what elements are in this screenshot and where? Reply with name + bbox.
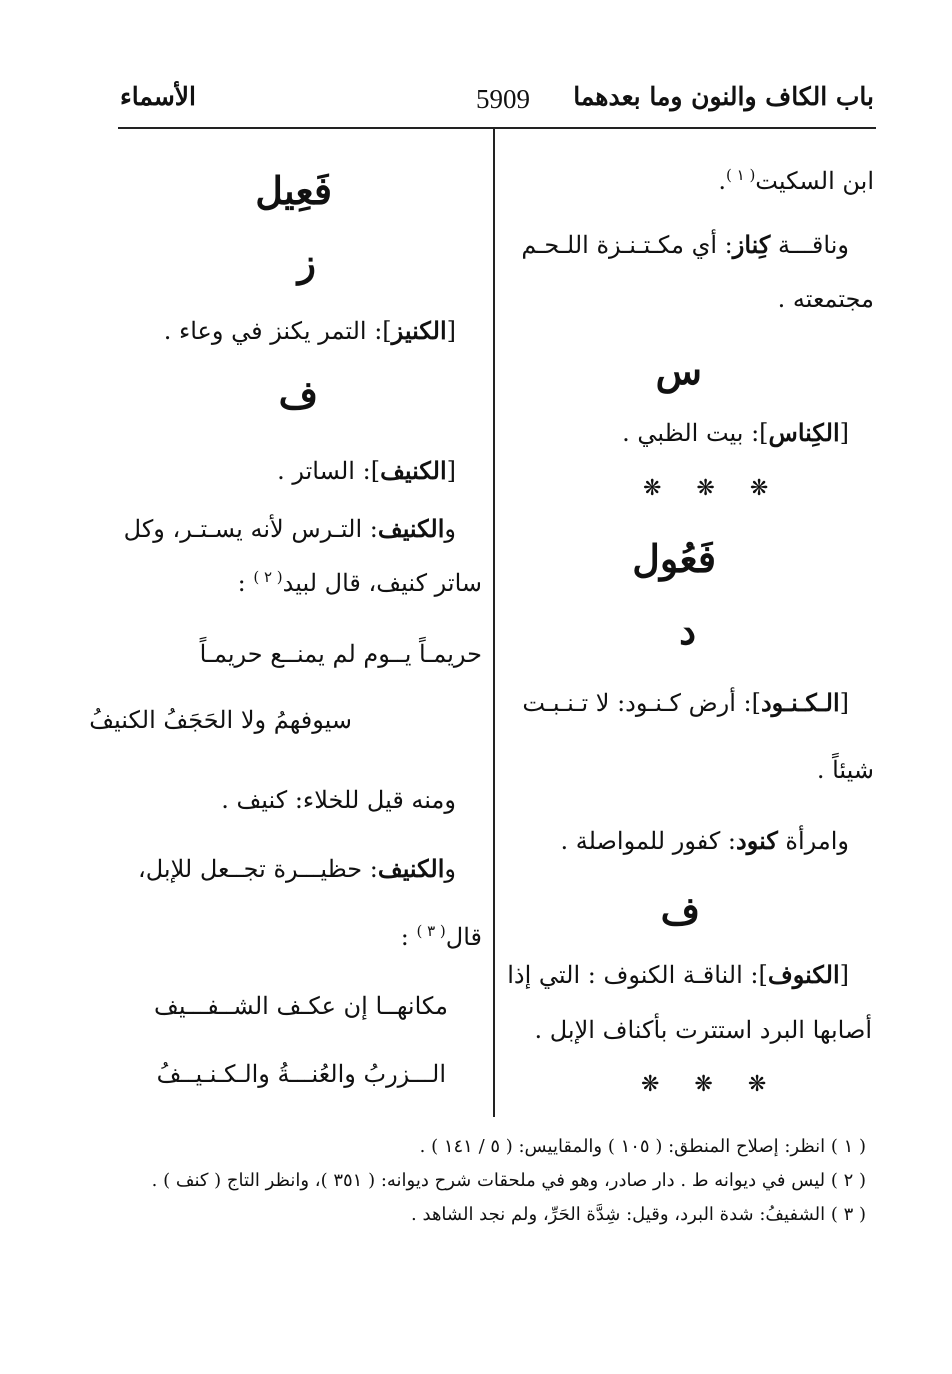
footnote-ref: ( ٣ ) [416, 922, 446, 940]
headword: الكنيف [377, 854, 445, 883]
entry-line: أصابها البرد استترت بأكناف الإبل . [534, 1016, 872, 1044]
verse-line: الـــزربُ والعُنـــةُ والـكـنـيــفُ [156, 1060, 446, 1088]
pattern-heading-faool: فَعُول [632, 536, 716, 581]
entry-line: ساتر كنيف، قال لبيد$^{( ٢ )}$ : [237, 568, 482, 597]
entry-line: مجتمعته . [777, 285, 874, 313]
entry-line: [الكِناس]: بيت الظبي . [622, 418, 849, 447]
section-separator: ❋ ❋ ❋ [641, 1072, 781, 1097]
letter-heading-fa: ف [278, 372, 318, 417]
entry-line: ابن السكيت$^{( ١ )}$. [718, 166, 874, 195]
letter-heading-sin: س [655, 348, 702, 393]
section-separator: ❋ ❋ ❋ [643, 476, 783, 501]
headword: الكنيز [391, 316, 447, 345]
headword: الكِناس [768, 418, 840, 447]
headword: الكنيف [377, 514, 445, 543]
footnote-3: ( ٣ ) الشفيفُ: شدة البرد، وقيل: شِدَّة الحَرِّ، ولم نجد الشاهد . [411, 1204, 866, 1225]
headword: الكنوف [767, 960, 840, 989]
entry-line: [الكنوف]: الناقـة الكنوف : التي إذا [507, 960, 849, 989]
entry-line: والكنيف: التـرس لأنه يسـتـر، وكل [123, 514, 456, 543]
verse-line: سيوفهمُ ولا الحَجَفُ الكنيفُ [89, 706, 352, 734]
letter-heading-fa: ف [660, 888, 700, 933]
letter-heading-zay: ز [297, 240, 316, 285]
entry-line: [الـكـنـود]: أرض كـنـود: لا تـنـبـت [522, 688, 849, 717]
pattern-heading-faeel: فَعِيل [255, 168, 332, 213]
entry-line: شيئاً . [816, 756, 874, 784]
verse-line: مكانهــا إن عكـف الشــفـــيف [154, 992, 448, 1020]
verse-line: حريمـاً يــوم لم يمنــع حريمـاً [199, 640, 482, 668]
footnote-1: ( ١ ) انظر: إصلاح المنطق: ( ١٠٥ ) والمقاييس: ( ٥ / ١٤١ ) . [419, 1136, 866, 1157]
headword: الكنيف [380, 456, 447, 485]
headword: الـكـنـود [760, 688, 840, 717]
header-section-title: الأسماء [120, 82, 196, 111]
header-chapter-title: باب الكاف والنون وما بعدهما [573, 82, 874, 111]
header-rule [118, 127, 876, 129]
footnote-2: ( ٢ ) ليس في ديوانه ط . دار صادر، وهو في ملحقات شرح ديوانه: ( ٣٥١ )، وانظر التاج ( كنف ) . [151, 1170, 866, 1191]
entry-line: [الكنيف]: الساتر . [277, 456, 456, 485]
footnote-ref: ( ١ ) [725, 166, 756, 184]
entry-line: وامرأة كنود: كفور للمواصلة . [560, 826, 849, 855]
column-divider [493, 127, 495, 1117]
entry-line: وناقـــة كِناز: أي مكـتـنـزة اللـحـم [521, 230, 849, 259]
entry-line: والكنيف: حظيـــرة تجــعل للإبل، [137, 854, 456, 883]
headword: كِناز [732, 230, 771, 259]
letter-heading-dal: د [679, 608, 696, 653]
entry-line: قال$^{( ٣ )}$ : [400, 922, 482, 951]
footnote-ref: ( ٢ ) [253, 568, 283, 586]
page-number: 5909 [476, 84, 530, 114]
entry-line: ومنه قيل للخلاء: كنيف . [221, 786, 456, 814]
headword: كنود [736, 826, 778, 855]
entry-line: [الكنيز]: التمر يكنز في وعاء . [163, 316, 456, 345]
